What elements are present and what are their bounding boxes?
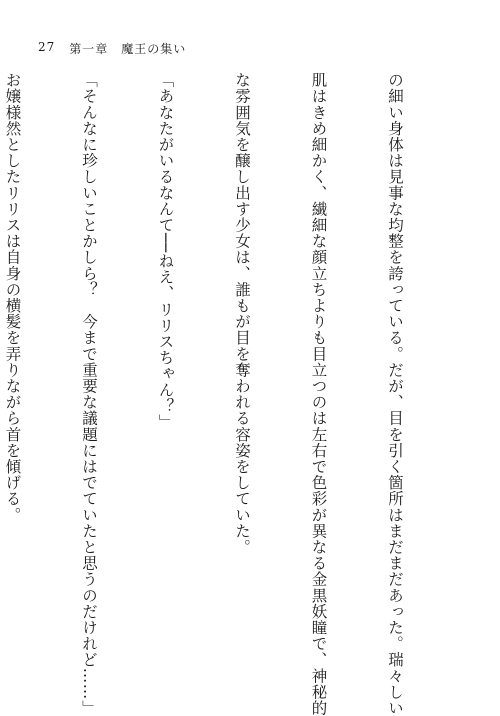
text-line: の細い身体は見事な均整を誇っている。だが、目を引く箇所はまだまだあった。瑞々しい <box>386 72 404 716</box>
text-line: な雰囲気を醸し出す少女は、誰もが目を奪われる容姿をしていた。 <box>233 72 251 555</box>
text-line: 肌はきめ細かく、繊細な顔立ちよりも目立つのは左右で色彩が異なる金黒妖瞳で、神秘的 <box>309 72 328 716</box>
body-text <box>3 72 458 716</box>
chapter-title: 第一章 魔王の集い <box>69 42 187 56</box>
page-header <box>38 40 186 57</box>
text-line: 「そんなに珍しいことかしら？ 今まで重要な議題にはでていたと思うのだけれど……」 <box>80 72 98 716</box>
page-number: 27 <box>38 40 56 54</box>
text-line: お嬢様然としたリリスは自身の横髪を弄りながら首を傾げる。 <box>3 72 22 523</box>
text-line: 「あなたがいるなんて──ねえ、リリスちゃん？」 <box>156 72 175 430</box>
